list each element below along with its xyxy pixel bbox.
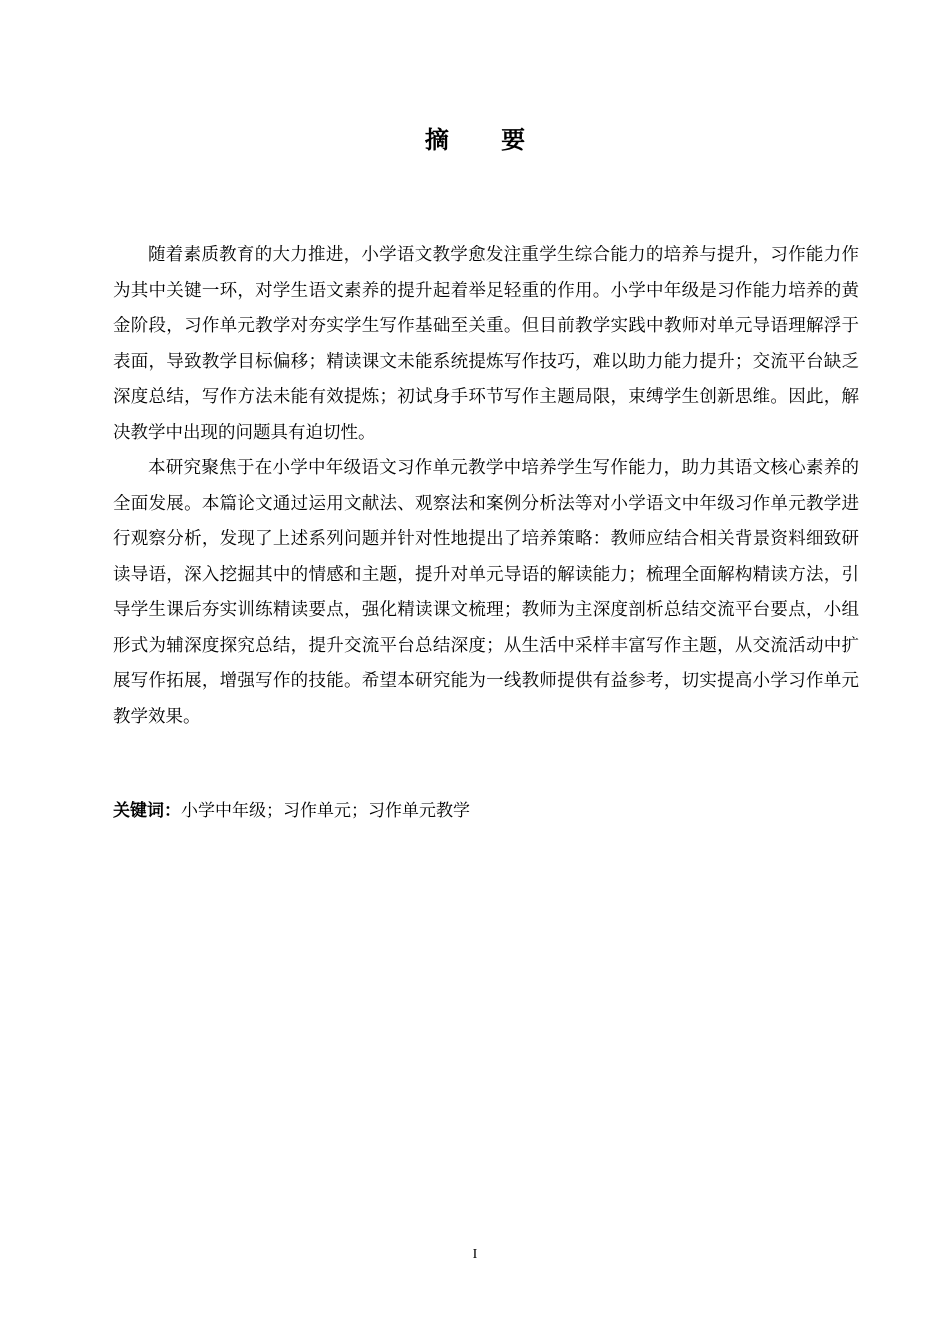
keywords-value: 小学中年级；习作单元；习作单元教学	[181, 801, 470, 821]
page-number: I	[472, 1247, 478, 1262]
abstract-paragraph-1: 随着素质教育的大力推进，小学语文教学愈发注重学生综合能力的培养与提升，习作能力作为其中关键一环，对学生语文素养的提升起着举足轻重的作用。小学中年级是习作能力培养的黄金阶段，习作单元教学对夯实学生写作基础至关重。但目前教学实践中教师对单元导语理解浮于表面，导致教学目标偏移；精读课文未能系统提炼写作技巧，难以助力能力提升；交流平台缺乏深度总结，写作方法未能有效提炼；初试身手环节写作主题局限，束缚学生创新思维。因此，解决教学中出现的问题具有迫切性。	[113, 245, 859, 443]
keywords-line	[113, 796, 859, 826]
keywords-label: 关键词：	[113, 801, 181, 821]
abstract-title: 摘 要	[424, 126, 548, 154]
abstract-paragraph-2: 本研究聚焦于在小学中年级语文习作单元教学中培养学生写作能力，助力其语文核心素养的全面发展。本篇论文通过运用文献法、观察法和案例分析法等对小学语文中年级习作单元教学进行观察分析，发现了上述系列问题并针对性地提出了培养策略：教师应结合相关背景资料细致研读导语，深入挖掘其中的情感和主题，提升对单元导语的解读能力；梳理全面解构精读方法，引导学生课后夯实训练精读要点，强化精读课文梳理；教师为主深度剖析总结交流平台要点，小组形式为辅深度探究总结，提升交流平台总结深度；从生活中采样丰富写作主题，从交流活动中扩展写作拓展，增强写作的技能。希望本研究能为一线教师提供有益参考，切实提高小学习作单元教学效果。	[113, 458, 859, 727]
abstract-body	[113, 238, 859, 735]
